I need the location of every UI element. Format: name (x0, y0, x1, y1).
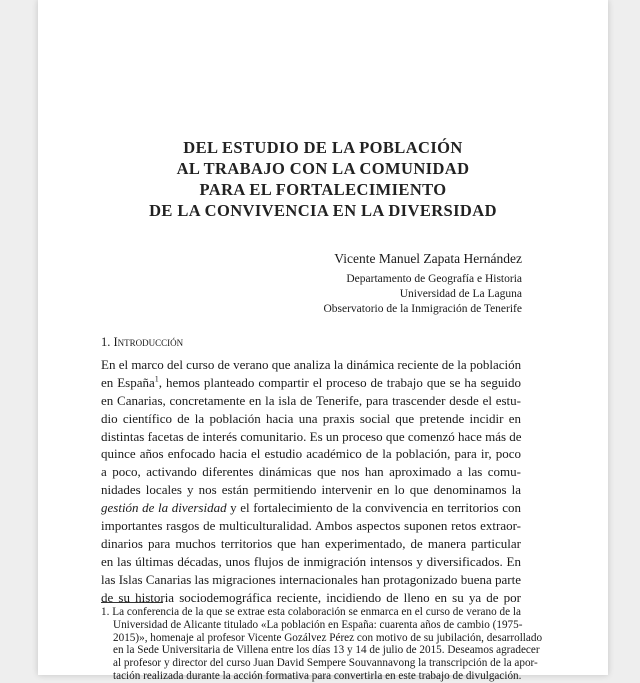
footnote-line: en la Sede Universitaria de Villena entre los días 13 y 14 de julio de 2015. Deseamos agradecer (113, 644, 540, 657)
affiliation-department: Departamento de Geografía e Historia (346, 273, 522, 285)
body-line: las Islas Canarias las migraciones internacionales han protagonizado buena parte (101, 571, 521, 587)
author-block (323, 250, 522, 317)
paper-title (38, 137, 608, 221)
body-line: en las últimas décadas, unos flujos de inmigración intensos y diversificados. En (101, 553, 521, 569)
footnote-line: al profesor y director del curso Juan David Sempere Souvannavong la transcripción de la apor- (113, 657, 538, 670)
footnote-line: Universidad de Alicante titulado «La población en España: cuarenta años de cambio (1975- (113, 618, 523, 631)
title-line: PARA EL FORTALECIMIENTO (199, 180, 447, 199)
title-line: DE LA CONVIVENCIA EN LA DIVERSIDAD (149, 201, 497, 220)
author-name: Vicente Manuel Zapata Hernández (334, 251, 522, 266)
body-line: a poco, activando diferentes dinámicas que nos han aproximado a las comu- (101, 464, 521, 480)
body-paragraph (101, 356, 521, 606)
title-line: AL TRABAJO CON LA COMUNIDAD (176, 159, 470, 178)
body-line: nidades locales y nos están permitiendo intervenir en lo que denominamos la (101, 482, 521, 498)
body-line: de su historia sociodemográfica reciente, incidiendo de lleno en su ya de por (101, 589, 521, 605)
footnote-ref[interactable]: 1 (154, 374, 159, 384)
emphasis-term: gestión de la diversidad (101, 500, 227, 516)
body-line: distintas facetas de interés comunitario. Es un proceso que comenzó hace más de (101, 428, 522, 444)
footnote-line: tación realizada durante la acción formativa para convertirla en este trabajo de divulgación. (113, 669, 522, 682)
footnote-line: 1. La conferencia de la que se extrae esta colaboración se enmarca en el curso de verano de la (101, 606, 521, 618)
body-line: quince años enfocado hacia el estudio académico de la población, para ir, poco (101, 446, 521, 462)
body-line: importantes rasgos de multiculturalidad. Ambos aspectos suponen retos extraor- (101, 518, 521, 534)
body-line: en Canarias, concretamente en la isla de Tenerife, para trascender desde el estu- (101, 392, 521, 408)
affiliation-university: Universidad de La Laguna (399, 288, 522, 300)
section-title: Introducción (113, 335, 184, 349)
body-line-text: y el fortalecimiento de la convivencia en territorios con (226, 500, 521, 516)
body-line: En el marco del curso de verano que analiza la dinámica reciente de la población (101, 357, 522, 372)
document-page (38, 0, 608, 682)
section-heading (101, 334, 183, 350)
body-line-text: , hemos planteado compartir el proceso de trabajo que se ha seguido (158, 374, 521, 390)
body-line: dinarios para muchos territorios que han experimentado, de manera particular (101, 535, 521, 551)
affiliation-observatory: Observatorio de la Inmigración de Tenerife (323, 303, 522, 315)
body-line (101, 374, 521, 392)
footnote-divider (101, 602, 163, 603)
body-line-text: en España (101, 374, 155, 390)
section-number: 1. (101, 335, 111, 349)
body-line: dio científico de la población hacia una praxis social que pretende incidir en (101, 410, 521, 426)
footnote (101, 606, 543, 683)
title-line: DEL ESTUDIO DE LA POBLACIÓN (183, 138, 463, 157)
body-line (101, 499, 521, 517)
footnote-line: 2015)», homenaje al profesor Vicente Gozálvez Pérez con motivo de su jubilación, desarrollado (113, 631, 543, 644)
